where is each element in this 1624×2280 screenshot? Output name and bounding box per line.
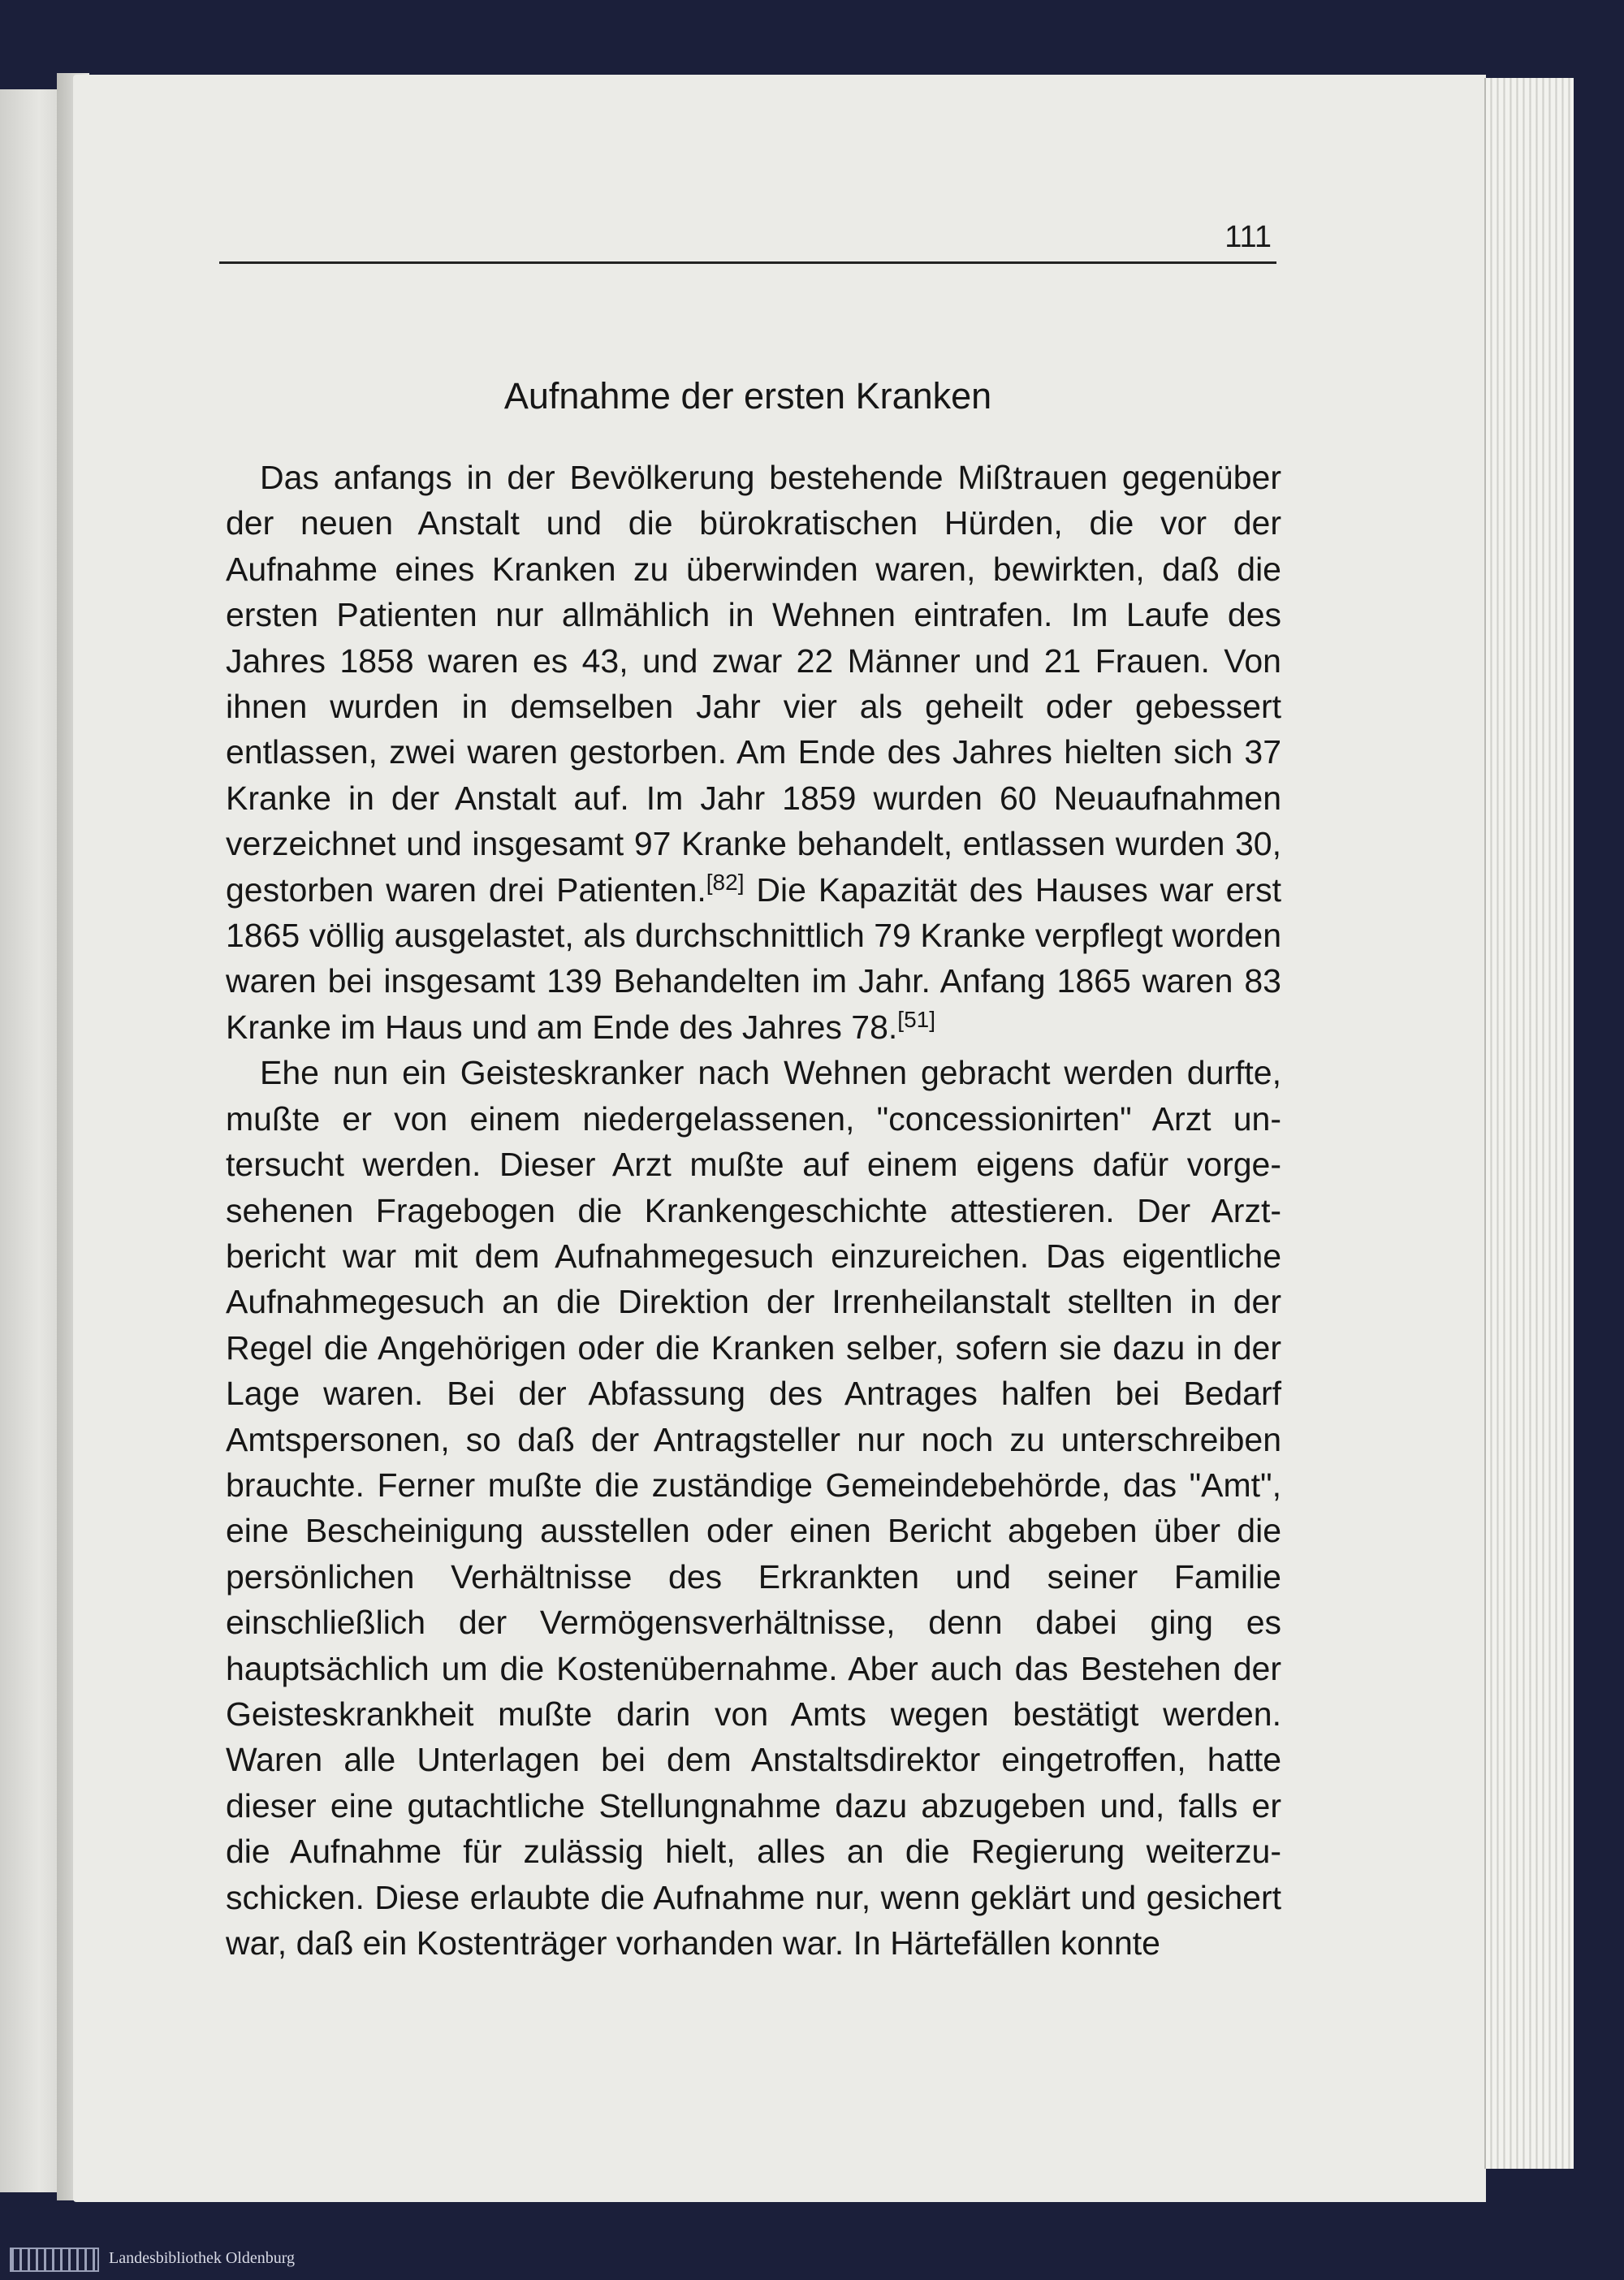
paragraph-2: Ehe nun ein Geisteskranker nach Wehnen gebracht werden durfte, mußte er von einem niedergelassenen, "concessionirten" Arzt untersucht werden. Dieser Arzt mußte auf einem eigens dafür vorgesehenen Fragebogen die Krankengeschichte attestieren. Der Arztbericht war mit dem Aufnahmegesuch einzureichen. Das eigentliche Aufnahmegesuch an die Direktion der Irrenheilanstalt stellten in der Regel die Angehörigen oder die Kranken selber, sofern sie dazu in der Lage waren. Bei der Abfassung des Antrages halfen bei Bedarf Amtspersonen, so daß der Antragsteller nur noch zu unterschreiben brauchte. Ferner mußte die zuständige Gemeindebehörde, das "Amt", eine Bescheinigung ausstellen oder einen Bericht abgeben über die persönlichen Verhältnisse des Erkrankten und seiner Familie einschließlich der Vermögensverhältnisse, denn dabei ging es hauptsächlich um die Kostenübernahme. Aber auch das Bestehen der Geisteskrankheit mußte darin von Amts wegen bestätigt werden. Waren alle Unterlagen bei dem Anstaltsdirektor eingetroffen, hatte dieser eine gutachtliche Stellungnahme dazu abzugeben und, falls er die Aufnahme für zulässig hielt, alles an die Regierung weiterzuschicken. Diese erlaubte die Aufnahme nur, wenn geklärt und gesichert war, daß ein Kostenträger vorhanden war. In Härtefällen konnte [226, 1054, 1281, 1962]
running-head [219, 213, 1276, 264]
page-number: 111 [1224, 220, 1272, 254]
footnote-ref-82: [82] [706, 869, 745, 895]
library-logo-icon [10, 2248, 99, 2272]
body-text [226, 455, 1281, 1966]
library-name: Landesbibliothek Oldenburg [109, 2249, 296, 2267]
paragraph-1 [226, 455, 1281, 1050]
footnote-ref-51: [51] [897, 1006, 935, 1032]
section-heading: Aufnahme der ersten Kranken [503, 375, 992, 417]
paragraph-1-part-2: Die Kapazität des Hauses war erst 1865 völlig ausgelastet, als durchschnittlich 79 Kranke verpflegt worden waren bei insgesamt 139 Behandelten im Jahr. Anfang 1865 waren 83 Kranke im Haus und am Ende des Jahres 78. [226, 870, 1281, 1046]
previous-page-edge [0, 89, 65, 2192]
paragraph-1-part-1: Das anfangs in der Bevölkerung bestehende Mißtrauen gegenüber der neuen Anstalt und die bürokratischen Hürden, die vor der Aufnahme eines Kranken zu überwinden waren, bewirkten, daß die ersten Patienten nur allmählich in Wehnen eintrafen. Im Laufe des Jahres 1858 waren es 43, und zwar 22 Männer und 21 Frauen. Von ihnen wurden in demselben Jahr vier als geheilt oder gebessert entlassen, zwei waren gestorben. Am Ende des Jahres hielten sich 37 Kranke in der Anstalt auf. Im Jahr 1859 wurden 60 Neuaufnahmen verzeichnet und insgesamt 97 Kranke behandelt, entlassen wurden 30, gestorben waren drei Patienten. [226, 459, 1281, 909]
page-stack-edges [1484, 78, 1574, 2169]
